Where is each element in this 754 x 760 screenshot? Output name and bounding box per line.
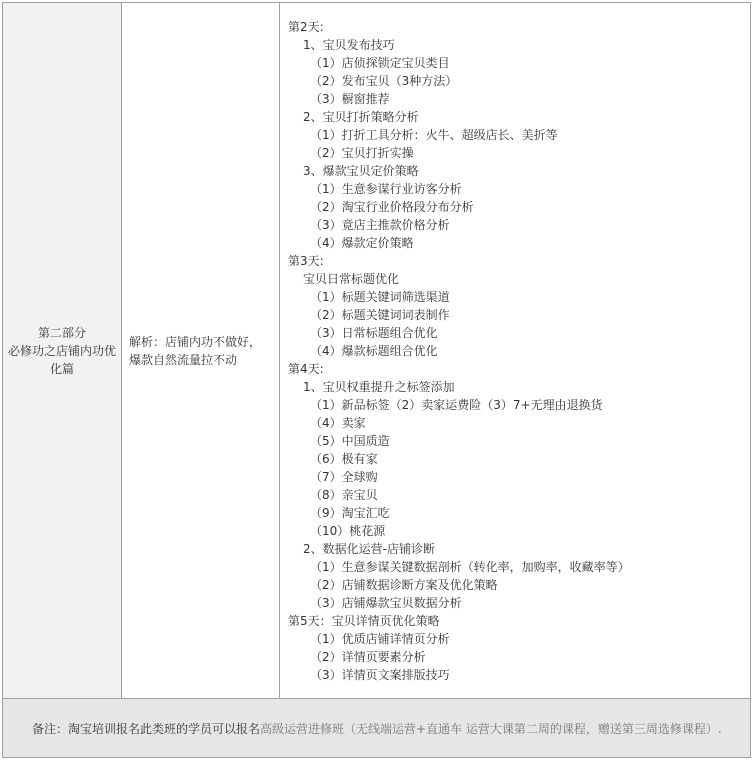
topic-heading: 2、数据化运营-店铺诊断	[303, 542, 435, 556]
list-item: （4）爆款标题组合优化	[310, 344, 438, 358]
day-heading: 第4天:	[288, 362, 324, 376]
list-item: （1）生意参谋关键数据剖析（转化率，加购率，收藏率等）	[310, 560, 630, 574]
list-item: （1）优质店铺详情页分析	[310, 632, 450, 646]
list-item: （2）店铺数据诊断方案及优化策略	[310, 578, 498, 592]
description-line: 爆款自然流量拉不动	[129, 352, 238, 367]
footer-note	[3, 698, 750, 757]
content-cell	[280, 3, 750, 698]
list-item: （1）新品标签（2）卖家运费险（3）7+无理由退换货	[310, 398, 603, 412]
list-item: （5）中国质造	[310, 434, 390, 448]
section-cell	[3, 3, 122, 698]
list-item: （2）宝贝打折实操	[310, 146, 414, 160]
list-item: （3）竟店主推款价格分析	[310, 218, 450, 232]
description-cell	[122, 3, 280, 698]
section-title-line: 第二部分	[37, 325, 86, 340]
list-item: （3）日常标题组合优化	[310, 326, 438, 340]
description-text	[129, 333, 261, 369]
section-title-line: 化篇	[49, 361, 74, 376]
description-line: 解析：店铺内功不做好，	[129, 334, 262, 349]
list-item: （3）详情页文案排版技巧	[310, 668, 450, 682]
list-item: （8）亲宝贝	[310, 488, 378, 502]
list-item: （1）标题关键词筛选渠道	[310, 290, 450, 304]
list-item: （1）生意参谋行业访客分析	[310, 182, 462, 196]
day-heading: 第3天:	[288, 254, 324, 268]
topic-heading: 1、宝贝发布技巧	[303, 38, 395, 52]
footer-note-label: 备注：淘宝培训报名此类班的学员可以报名	[32, 721, 261, 736]
list-item: （2）详情页要素分析	[310, 650, 426, 664]
list-item: （2）淘宝行业价格段分布分析	[310, 200, 474, 214]
list-item: （2）发布宝贝（3种方法）	[310, 74, 458, 88]
list-item: （1）店侦探锁定宝贝类目	[310, 56, 450, 70]
list-item: （7）全球购	[310, 470, 378, 484]
list-item: （2）标题关键词词表制作	[310, 308, 450, 322]
topic-heading: 1、宝贝权重提升之标签添加	[303, 380, 455, 394]
section-title-line: 必修功之店铺内功优	[7, 343, 116, 358]
list-item: （3）店铺爆款宝贝数据分析	[310, 596, 462, 610]
list-item: （9）淘宝汇吃	[310, 506, 390, 520]
footer-note-detail: 高级运营进修班（无线端运营+直通车 运营大课第二周的课程，赠送第三周选修课程）.	[260, 721, 722, 736]
list-item: （4）爆款定价策略	[310, 236, 414, 250]
topic-heading: 3、爆款宝贝定价策略	[303, 164, 419, 178]
list-item: （10）桃花源	[310, 524, 386, 538]
section-title	[4, 324, 120, 378]
topic-heading: 2、宝贝打折策略分析	[303, 110, 419, 124]
list-item: （1）打折工具分析：火牛、超级店长、美折等	[310, 128, 558, 142]
topic-heading: 宝贝日常标题优化	[303, 272, 400, 286]
list-item: （6）极有家	[310, 452, 378, 466]
list-item: （4）卖家	[310, 416, 366, 430]
day-heading: 第5天：宝贝详情页优化策略	[288, 614, 440, 628]
day-heading: 第2天:	[288, 20, 324, 34]
list-item: （3）橱窗推荐	[310, 92, 390, 106]
course-table	[2, 2, 751, 758]
